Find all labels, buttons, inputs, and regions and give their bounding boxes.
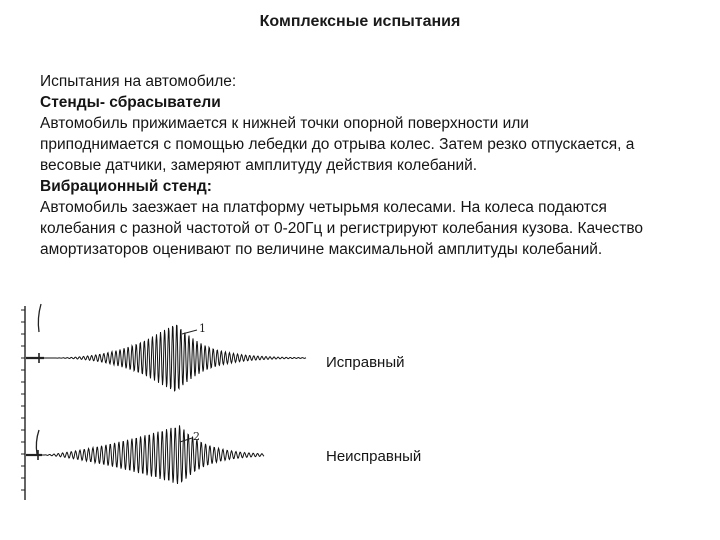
- marker-arc-top: [38, 304, 41, 332]
- oscillogram-figure: [14, 296, 324, 508]
- leader-line-2: [180, 438, 192, 442]
- text-line-vib-1: Автомобиль заезжает на платформу четырьмя колесами. На колеса подаются: [40, 199, 607, 216]
- label-faulty: Неисправный: [326, 448, 422, 465]
- body-text: [40, 71, 690, 260]
- text-line-vib-3: амортизаторов оценивают по величине максимальной амплитуды колебаний.: [40, 241, 603, 258]
- damped-oscillation-curve-faulty: [42, 425, 264, 484]
- heading-drop-stands: Стенды- сбрасыватели: [40, 94, 221, 111]
- heading-vibration-stand: Вибрационный стенд:: [40, 178, 212, 195]
- text-line-drop-1: Автомобиль прижимается к нижней точки опорной поверхности или: [40, 115, 529, 132]
- curve-marker-1: 1: [199, 322, 206, 335]
- damped-oscillation-curve-good: [44, 325, 306, 390]
- text-line-vib-2: колебания с разной частотой от 0-20Гц и регистрируют колебания кузова. Качество: [40, 220, 644, 237]
- curve-marker-2: 2: [193, 430, 200, 443]
- text-line-drop-2: приподнимается с помощью лебедки до отрыва колес. Затем резко отпускается, а: [40, 136, 635, 153]
- text-line-drop-3: весовые датчики, замеряют амплитуду действия колебаний.: [40, 157, 478, 174]
- page-title: Комплексные испытания: [259, 13, 461, 30]
- label-good: Исправный: [326, 354, 405, 371]
- text-line-intro: Испытания на автомобиле:: [40, 73, 237, 90]
- oscillogram-svg: [14, 296, 324, 508]
- leader-line-1: [182, 330, 197, 334]
